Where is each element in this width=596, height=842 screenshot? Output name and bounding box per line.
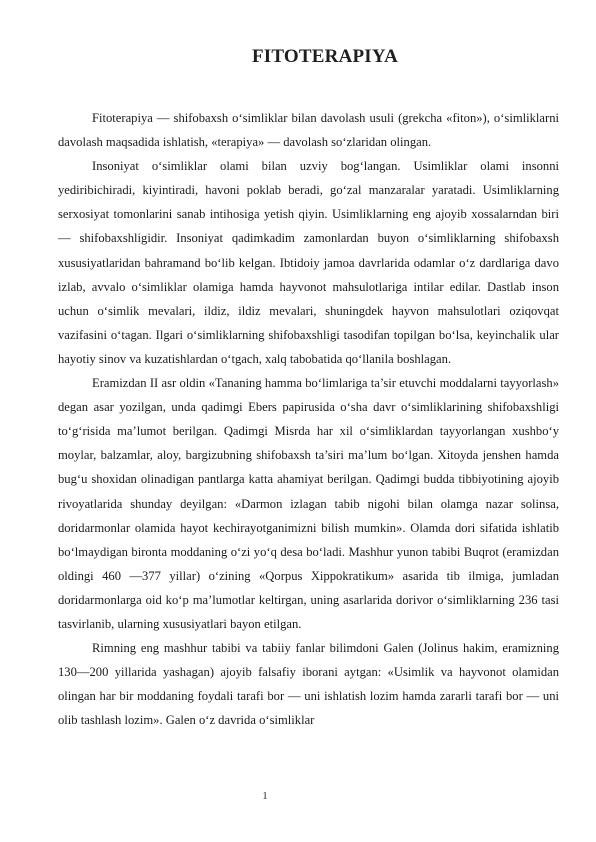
page-title: FITOTERAPIYA xyxy=(252,46,398,67)
paragraph-history: Eramizdan II asr oldin «Tananing hamma bo‘limlariga ta’sir etuvchi moddalarni tayyorlash» degan asar yozilgan, unda qadimgi Ebers papirusida o‘sha davr o‘simliklarining shifobaxshligi to‘g‘risida ma’lumot berilgan. Qadimgi Misrda har xil o‘simliklardan tayyorlangan xushbo‘y moylar, balzamlar, aloy, bargizubning shifobaxsh ta’siri ma’lum bo‘lgan. Xitoyda jenshen hamda bug‘u shoxidan olinadigan pantlarga katta ahamiyat berilgan. Qadimgi budda tibbiyotining ajoyib rivoyatlarida shunday deyilgan: «Darmon izlagan tabib nigohi bilan olamga nazar solinsa, doridarmonlar olamida hayot kechirayotganimizni bilish mumkin». Olamda dori sifatida ishlatib bo‘lmaydigan bironta moddaning o‘zi yo‘q desa bo‘ladi. Mashhur yunon tabibi Buqrot (eramizdan oldingi 460 —377 yillar) o‘zining «Qorpus Xippokratikum» asarida tib ilmiga, jumladan doridarmonlarga oid ko‘p ma’lumotlar keltirgan, uning asarlarida dorivor o‘simliklarning 236 tasi tasvirlanib, ularning xususiyatlari bayon etilgan. xyxy=(58,376,559,631)
paragraph-definition: Fitoterapiya — shifobaxsh o‘simliklar bilan davolash usuli (grekcha «fiton»), o‘simliklarni davolash maqsadida ishlatish, «terapiya» — davolash so‘zlaridan olingan. xyxy=(58,111,559,150)
page-number: 1 xyxy=(262,791,268,802)
document-body xyxy=(58,106,559,732)
paragraph-plant-world: Insoniyat o‘simliklar olami bilan uzviy bog‘langan. Usimliklar olami insonni yediribichiradi, kiyintiradi, havoni poklab beradi, go‘zal manzaralar yaratadi. Usimliklarning serxosiyat tomonlarini sanab intihosiga yetish qiyin. Usimliklarning eng ajoyib xossalarndan biri — shifobaxshligidir. Insoniyat qadimkadim zamonlardan buyon o‘simliklarning shifobaxsh xususiyatlaridan bahramand bo‘lib kelgan. Ibtidoiy jamoa davrlarida odamlar o‘z dardlariga davo izlab, avvalo o‘simliklar olamiga hamda hayvonot mahsulotlariga intilar edilar. Dastlab inson uchun o‘simlik mevalari, ildiz, ildiz mevalari, shuningdek hayvon mahsulotlari oziqovqat vazifasini o‘tagan. Ilgari o‘simliklarning shifobaxshligi tasodifan topilgan bo‘lsa, keyinchalik ular hayotiy sinov va kuzatishlardan o‘tgach, xalq tabobatida qo‘llanila boshlagan. xyxy=(58,159,559,366)
paragraph-galen: Rimning eng mashhur tabibi va tabiiy fanlar bilimdoni Galen (Jolinus hakim, eramizning 130—200 yillarida yashagan) ajoyib falsafiy iborani aytgan: «Usimlik va hayvonot olamidan olingan har bir moddaning foydali tarafi bor — uni ishlatish lozim hamda zararli tarafi bor — uni olib tashlash lozim». Galen o‘z davrida o‘simliklar xyxy=(58,641,559,728)
